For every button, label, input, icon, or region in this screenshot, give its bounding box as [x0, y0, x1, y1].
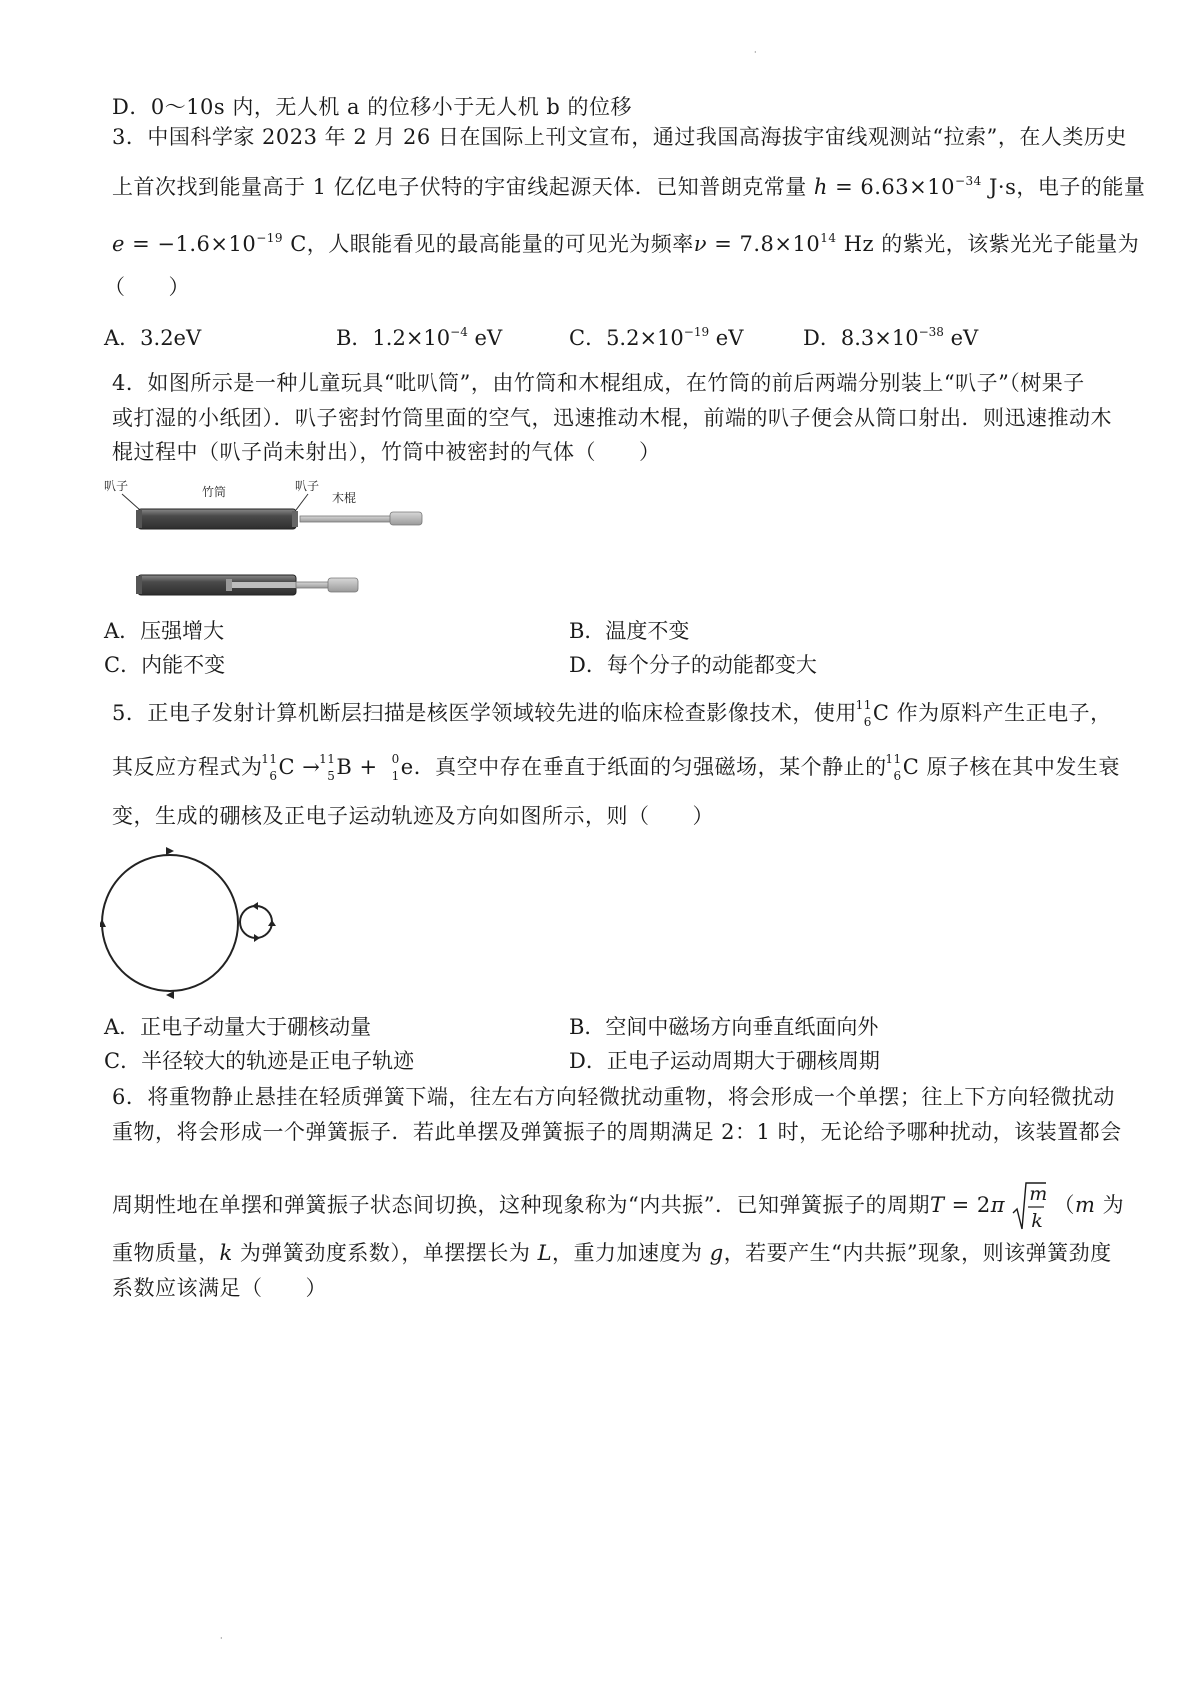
atomic-number: 5: [327, 769, 336, 783]
option-exponent: −38: [918, 325, 944, 339]
q5-option-b[interactable]: B．空间中磁场方向垂直纸面向外: [569, 1015, 879, 1039]
option-unit: eV: [467, 326, 503, 350]
mass-number: 11: [319, 752, 336, 766]
arrow-icon: [268, 920, 276, 926]
mass-symbol: m: [1074, 1193, 1096, 1217]
q6-stem-line-4: [112, 1238, 1112, 1268]
stick-handle-top: [390, 512, 422, 525]
fig-label-bamboo-tube: 竹筒: [202, 485, 227, 499]
arrow-icon: [254, 934, 260, 942]
leader-line: [122, 494, 140, 510]
q5-text: 其反应方程式为: [112, 755, 263, 779]
scan-mark: ·: [754, 48, 757, 57]
planck-symbol: h: [813, 175, 828, 199]
stick-shaft-bottom: [296, 582, 332, 588]
fig-label-wooden-stick: 木棍: [332, 491, 357, 505]
q3-option-c[interactable]: [569, 323, 743, 353]
arrow-icon: [252, 902, 258, 910]
scan-mark: ·: [220, 1634, 223, 1643]
q3-option-a[interactable]: A．3.2eV: [104, 326, 202, 350]
option-unit: eV: [709, 326, 744, 350]
pellet-back-bottom: [226, 579, 232, 591]
q3-stem-line-3: [112, 229, 1139, 259]
q5-option-a[interactable]: A．正电子动量大于硼核动量: [104, 1015, 372, 1039]
carbon-symbol: C: [278, 755, 296, 779]
mass-symbol: m: [1029, 1182, 1048, 1205]
q6-text: ，若要产生“内共振”现象，则该弹簧劲度: [723, 1241, 1112, 1265]
q6-text: 为弹簧劲度系数），单摆摆长为: [232, 1241, 538, 1265]
fig-label-pellet-front: 叭子: [104, 479, 129, 493]
option-text: D．8.3×10: [803, 326, 919, 350]
planck-unit: J·s，电子的能量: [981, 175, 1146, 199]
q5-stem-line-3: 变，生成的硼核及正电子运动轨迹及方向如图所示，则（ ）: [112, 804, 714, 828]
sqrt-formula: [1012, 1181, 1046, 1233]
leader-line: [296, 494, 308, 510]
option-exponent: −4: [450, 325, 468, 339]
stiffness-symbol: k: [1031, 1209, 1044, 1232]
bamboo-toy-figure: [100, 476, 430, 611]
q3-text: C，人眼能看见的最高能量的可见光为频率: [283, 232, 694, 256]
charge-number: 1: [391, 769, 400, 783]
pellet-front: [136, 510, 142, 528]
atomic-number: 6: [893, 769, 902, 783]
q6-text: 重物质量，: [112, 1241, 220, 1265]
q4-option-b[interactable]: B．温度不变: [569, 619, 690, 643]
atomic-number: 6: [269, 769, 278, 783]
large-trajectory-circle: [102, 855, 238, 991]
period-equals: = 2: [944, 1193, 991, 1217]
positron-symbol: e: [400, 755, 414, 779]
q4-option-a[interactable]: A．压强增大: [104, 619, 225, 643]
decay-trajectory-figure: [100, 845, 285, 1010]
option-unit: eV: [943, 326, 979, 350]
q6-stem-line-2: 重物，将会形成一个弹簧振子．若此单摆及弹簧振子的周期满足 2：1 时，无论给予哪种扰动，该装置都会: [112, 1120, 1122, 1144]
arrow-icon: [166, 847, 174, 855]
option-exponent: −19: [683, 325, 710, 339]
bamboo-tube-top: [138, 509, 296, 529]
q5-text: 5．正电子发射计算机断层扫描是核医学领域较先进的临床检查影像技术，使用: [112, 701, 857, 725]
plus-sign: +: [352, 755, 385, 779]
q6-text: ，重力加速度为: [552, 1241, 710, 1265]
q6-stem-line-5: 系数应该满足（ ）: [112, 1276, 327, 1300]
q5-text: C 原子核在其中发生衰: [902, 755, 1120, 779]
frequency-symbol: ν: [693, 232, 708, 256]
carbon-nuclide-notation: [263, 752, 279, 782]
q3-answer-bracket: （ ）: [104, 275, 190, 299]
option-text: B．1.2×10: [336, 326, 451, 350]
q4-stem-line-2: 或打湿的小纸团）．叭子密封竹筒里面的空气，迅速推动木棍，前端的叭子便会从筒口射出．则迅速推动木: [112, 406, 1112, 430]
mass-number: 11: [885, 752, 902, 766]
q3-option-d[interactable]: [803, 323, 978, 353]
q4-stem-line-1: 4．如图所示是一种儿童玩具“吡叭筒”，由竹筒和木棍组成，在竹筒的前后两端分别装上“叭子”（树果子: [112, 371, 1085, 395]
atomic-number: 6: [863, 715, 872, 729]
carbon-symbol: C: [872, 701, 890, 725]
q5-option-c[interactable]: C．半径较大的轨迹是正电子轨迹: [104, 1049, 415, 1073]
q6-text: （: [1053, 1193, 1075, 1217]
frequency-exponent: 14: [820, 231, 837, 245]
pellet-front-bottom: [136, 576, 142, 594]
q6-stem-line-3: [112, 1177, 1124, 1233]
mass-number: 11: [261, 752, 278, 766]
charge-value: = −1.6×10: [124, 232, 257, 256]
stiffness-symbol: k: [219, 1241, 233, 1265]
reaction-arrow: →: [295, 755, 321, 779]
length-symbol: L: [537, 1241, 553, 1265]
q5-stem-line-1: [112, 698, 1112, 728]
frequency-value: = 7.8×10: [707, 232, 821, 256]
q5-text: ．真空中存在垂直于纸面的匀强磁场，某个静止的: [413, 755, 887, 779]
boron-symbol: B: [336, 755, 353, 779]
stick-handle-bottom: [328, 578, 358, 592]
mass-number: 11: [855, 698, 872, 712]
small-trajectory-circle: [240, 906, 272, 938]
q5-text: 作为原料产生正电子，: [889, 701, 1112, 725]
stick-inside-tube: [230, 582, 296, 588]
q2-option-d[interactable]: D．0～10s 内，无人机 a 的位移小于无人机 b 的位移: [112, 95, 633, 119]
q5-option-d[interactable]: D．正电子运动周期大于硼核周期: [569, 1049, 880, 1073]
option-text: C．5.2×10: [569, 326, 684, 350]
fig-label-pellet-back: 叭子: [295, 479, 320, 493]
pellet-back: [292, 511, 298, 527]
q5-stem-line-2: [112, 752, 1120, 782]
gravity-symbol: g: [709, 1241, 724, 1265]
planck-value: = 6.63×10: [827, 175, 955, 199]
q6-stem-line-1: 6．将重物静止悬挂在轻质弹簧下端，往左右方向轻微扰动重物，将会形成一个单摆；往上下方向轻微扰动: [112, 1085, 1115, 1109]
charge-symbol: e: [112, 232, 125, 256]
carbon-nuclide-notation: [887, 752, 903, 782]
q3-text: 上首次找到能量高于 1 亿亿电子伏特的宇宙线起源天体．已知普朗克常量: [112, 175, 807, 199]
q6-text: 为: [1095, 1193, 1125, 1217]
mass-number: 0: [391, 752, 400, 766]
q4-stem-line-3: 棍过程中（叭子尚未射出），竹筒中被密封的气体（ ）: [112, 440, 661, 464]
arrow-icon: [166, 991, 174, 999]
boron-nuclide-notation: [320, 752, 336, 782]
planck-exponent: −34: [954, 174, 982, 188]
q3-stem-line-1: 3．中国科学家 2023 年 2 月 26 日在国际上刊文宣布，通过我国高海拔宇宙线观测站“拉索”，在人类历史: [112, 125, 1127, 149]
pi-symbol: π: [990, 1193, 1006, 1217]
period-symbol: T: [929, 1193, 945, 1217]
positron-notation: [385, 752, 401, 782]
q4-option-c[interactable]: C．内能不变: [104, 653, 226, 677]
carbon-nuclide-notation: [857, 698, 873, 728]
stick-shaft-top: [300, 516, 392, 522]
charge-exponent: −19: [256, 231, 284, 245]
q3-stem-line-2: [112, 172, 1145, 202]
q3-option-b[interactable]: [336, 323, 502, 353]
q4-option-d[interactable]: D．每个分子的动能都变大: [569, 653, 817, 677]
q3-text: Hz 的紫光，该紫光光子能量为: [836, 232, 1140, 256]
q6-text: 周期性地在单摆和弹簧振子状态间切换，这种现象称为“内共振”．已知弹簧振子的周期: [112, 1193, 930, 1217]
